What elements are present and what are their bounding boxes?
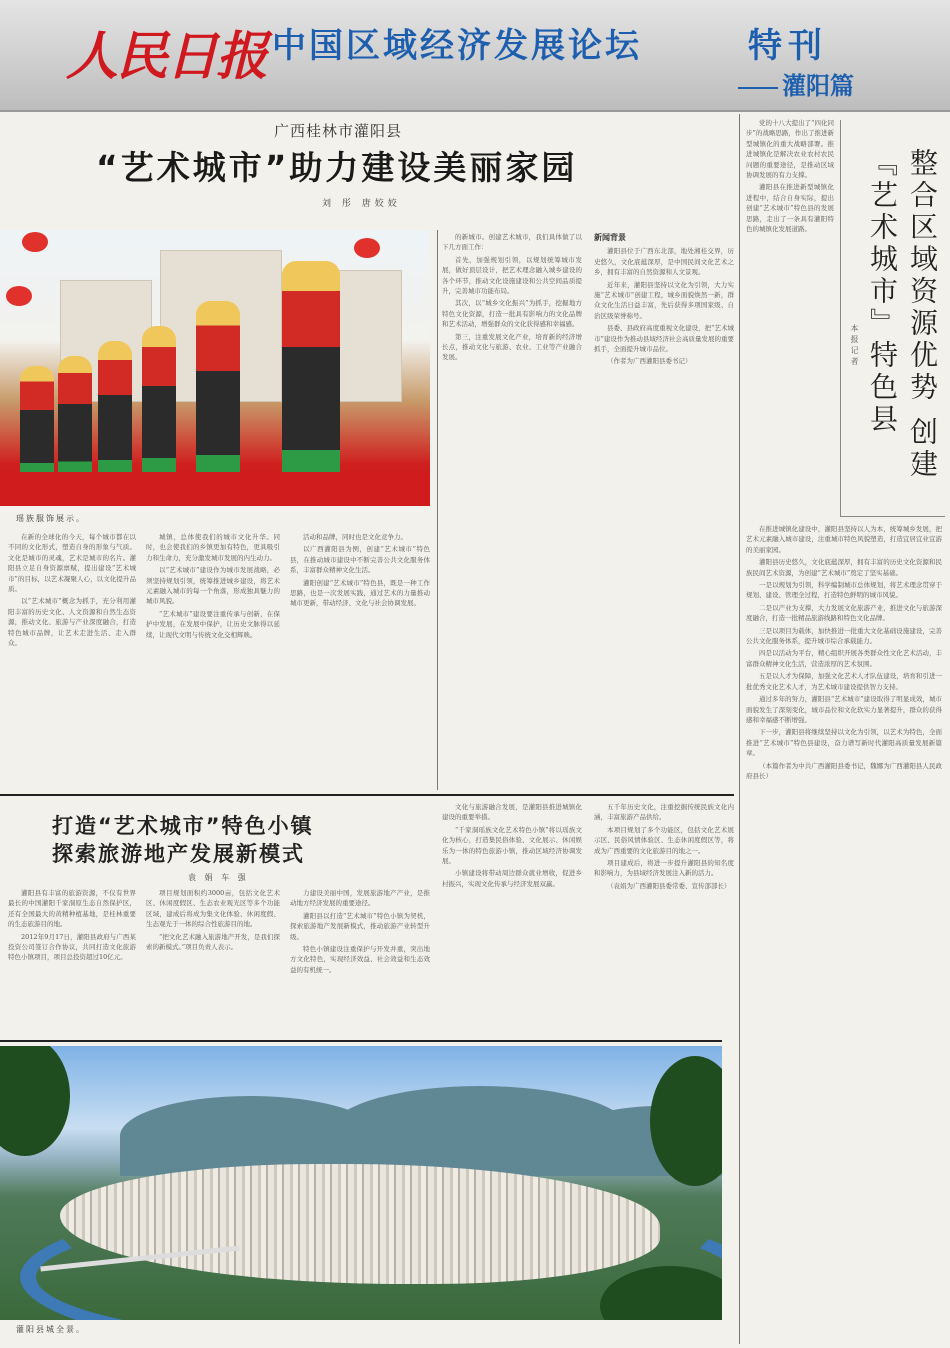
paragraph: 灌阳县历史悠久，文化底蕴深厚，拥有丰富的历史文化资源和民族民间艺术资源，为创建“艺术城市”奠定了坚实基础。 [746, 558, 942, 577]
lead-column-4 [442, 232, 582, 786]
lantern-icon [6, 286, 32, 306]
paragraph: 五千年历史文化，注重挖掘传统民族文化内涵，丰富旅游产品供给。 [594, 803, 734, 822]
paragraph: 文化与旅游融合发展，是灌阳县推进城镇化建设的重要举措。 [442, 803, 582, 822]
paragraph: 项目规划面积约3000亩，包括文化艺术区、休闲度假区、生态农业观光区等多个功能区域，建成后将成为集文化体验、休闲度假、生态观光于一体的综合性旅游目的地。 [146, 889, 280, 929]
paragraph: 以“艺术城市”建设作为城市发展战略，必须坚持规划引领，统筹推进城乡建设，将艺术元素融入城市的每一个角落，形成独具魅力的城市风貌。 [146, 566, 280, 606]
lead-column-3 [290, 532, 430, 786]
paragraph: 活动和品牌，同时也是文化竞争力。 [303, 533, 407, 541]
author-note: （本篇作者为中共广西灌阳县委书记，魏娜为广西灌阳县人民政府县长） [746, 761, 942, 780]
paragraph: 近年来，灌阳县坚持以文化为引领，大力实施“艺术城市”创建工程，城乡面貌焕然一新，群众文化生活日益丰富，先后获得多项国家级、自治区级荣誉称号。 [594, 280, 734, 320]
paragraph: 灌阳县有丰富的旅游资源，不仅有世界最长的中国灌阳千家洞原生态自然保护区，还有全国最大的黄精种植基地，是桂林重要的生态旅游目的地。 [8, 889, 136, 929]
lead-headline: “艺术城市”助力建设美丽家园 [96, 148, 578, 187]
side-long-column [746, 524, 942, 1342]
paragraph: 一是以规划为引领，科学编制城市总体规划，将艺术理念贯穿于规划、建设、管理全过程，打造特色鲜明的城市风貌。 [746, 581, 942, 600]
paragraph: 在新的全球化的今天，每个城市都在以不同的文化形式，塑造自身的形象与气质。文化是城市的灵魂，艺术是城市的名片。灌阳县立足自身资源禀赋，提出建设“艺术城市”的目标，以艺术凝聚人心，以文化提升品质。 [8, 533, 136, 594]
paragraph: 二是以产业为支撑，大力发展文化旅游产业，推进文化与旅游深度融合，打造一批精品旅游线路和特色文化品牌。 [746, 603, 942, 623]
photo-stage [0, 472, 430, 506]
lead-column-1 [8, 532, 136, 786]
second-column-2 [146, 888, 280, 1034]
news-background-heading: 新闻背景 [594, 232, 626, 242]
paragraph: “把文化艺术融入旅游地产开发，是我们探索的新模式。”项目负责人表示。 [146, 932, 280, 952]
dancer-figure [282, 261, 340, 476]
author-note: （袁娟为广西灌阳县委常委、宣传部部长） [607, 881, 731, 890]
author-note: （作者为广西灌阳县委书记） [607, 357, 692, 366]
second-column-3 [290, 888, 430, 1034]
paragraph: 县委、县政府高度重视文化建设，把“艺术城市”建设作为推动县域经济社会高质量发展的重要抓手，全面提升城市品位。 [594, 324, 734, 354]
paragraph: “千家洞瑶族文化艺术特色小镇”将以瑶族文化为核心，打造集民俗体验、文化展示、休闲娱乐为一体的特色旅游小镇，推动区域经济协调发展。 [442, 825, 582, 866]
lead-byline: 刘 彤 唐姣姣 [322, 199, 401, 209]
paragraph: 城镇，总体使我们的城市文化升华。同时，也会使我们的乡镇更加有特色，更具吸引力和生命力，充分激发城市发展的内生动力。 [146, 533, 280, 562]
lead-kicker: 广西桂林市灌阳县 [274, 122, 403, 140]
paragraph: “艺术城市”建设要注重传承与创新，在保护中发展，在发展中保护，让历史文脉得以延续，让现代文明与传统文化交相辉映。 [146, 609, 280, 639]
second-column-4 [442, 802, 582, 1034]
paragraph: 五是以人才为保障，加强文化艺术人才队伍建设，培育和引进一批优秀文化艺术人才，为艺术城市建设提供智力支持。 [746, 672, 942, 691]
forum-title: 中国区域经济发展论坛 [272, 26, 642, 66]
lantern-icon [22, 232, 48, 252]
paragraph: 灌阳创建“艺术城市”特色县，既是一种工作思路，也是一次发展实践，通过艺术的力量推动城市更新，带动经济、文化与社会协调发展。 [290, 578, 430, 608]
paragraph: 下一步，灌阳县将继续坚持以文化为引领，以艺术为特色，全面推进“艺术城市”特色县建设，奋力谱写新时代灌阳高质量发展新篇章。 [746, 728, 942, 758]
dancer-figure [20, 366, 54, 476]
lead-photo-caption: 瑶族服饰展示。 [16, 514, 86, 523]
lead-photo-dancers [0, 230, 430, 506]
column-divider [437, 230, 438, 790]
second-column-5 [594, 802, 734, 1034]
paragraph: 通过多年的努力，灌阳县“艺术城市”建设取得了明显成效，城市面貌发生了深刻变化，城市品位和文化软实力显著提升，群众的获得感和幸福感不断增强。 [746, 695, 942, 724]
dancer-figure [142, 326, 176, 476]
second-byline: 袁 娟 车 强 [188, 873, 249, 882]
paragraph: 项目建成后，将进一步提升灌阳县的知名度和影响力，为县域经济发展注入新的活力。 [594, 859, 734, 878]
side-article-byline: 本报记者 [850, 324, 859, 368]
lead-column-2 [146, 532, 280, 786]
edition-name: 灌阳篇 [738, 66, 854, 101]
section-divider [0, 1040, 722, 1042]
special-edition-label: 特刊 [748, 26, 828, 66]
newspaper-logo: 人民日报 [66, 26, 267, 87]
second-headline-line-1: 打造“艺术城市”特色小镇 [52, 814, 314, 838]
paragraph: 的新城市。创建艺术城市，我们具体做了以下几方面工作： [442, 233, 582, 252]
dancer-figure [196, 301, 240, 476]
side-top-column [746, 118, 834, 518]
paragraph: 力建设美丽中国，发展旅游地产产业，是推动地方经济发展的重要途径。 [290, 889, 430, 908]
section-divider [0, 794, 734, 796]
town-panorama-photo [0, 1046, 722, 1320]
panorama-caption: 灌阳县城全景。 [16, 1325, 86, 1334]
lead-column-5 [594, 232, 734, 786]
paragraph: 以“艺术城市”概念为抓手，充分利用灌阳丰富的历史文化、人文资源和自然生态资源，推动文化、旅游与产业深度融合，打造特色城市品牌，让艺术走进生活、走入群众。 [8, 597, 136, 648]
paragraph: 其次，以“城乡文化振兴”为抓手，挖掘地方特色文化资源，打造一批具有影响力的文化品牌和艺术活动，增强群众的文化获得感和幸福感。 [442, 299, 582, 329]
paragraph: 党的十八大提出了“四化同步”的战略思路，作出了推进新型城镇化的重大战略部署。推进城镇化是解决农业农村农民问题的重要途径，是推动区域协调发展的有力支撑。 [746, 119, 834, 180]
paragraph: 以广西灌阳县为例，创建“艺术城市”特色县，在推动城市建设中不断完善公共文化服务体系，丰富群众精神文化生活。 [290, 545, 430, 575]
side-article-headline: 整合区域资源优势 创建『艺术城市』特色县 [866, 148, 939, 481]
paragraph: 2012年9月17日，灌阳县政府与广西某投资公司签订合作协议，共同打造文化旅游特色小镇项目，项目总投资超过10亿元。 [8, 932, 136, 962]
masthead [0, 0, 950, 112]
paragraph: 本项目规划了多个功能区，包括文化艺术展示区、民俗风情体验区、生态休闲度假区等，将成为广西重要的文化旅游目的地之一。 [594, 825, 734, 855]
photo-tree [0, 1046, 70, 1156]
column-divider [739, 114, 740, 1344]
paragraph: 首先，加强规划引领，以规划统筹城市发展，做好顶层设计，把艺术理念融入城乡建设的各个环节，推动文化设施建设和公共空间品质提升，完善城市功能布局。 [442, 255, 582, 296]
paragraph: 灌阳县位于广西东北部，地处湘桂交界，历史悠久，文化底蕴深厚，是中国民间文化艺术之乡，拥有丰富的自然资源和人文景观。 [594, 247, 734, 277]
paragraph: 三是以项目为载体，加快推进一批重大文化基础设施建设，完善公共文化服务体系，提升城市综合承载能力。 [746, 626, 942, 646]
paragraph: 第三，注重发展文化产业，培育新的经济增长点，推动文化与旅游、农业、工业等产业融合发展。 [442, 332, 582, 362]
paragraph: 灌阳县以打造“艺术城市”特色小镇为契机，探索旅游地产发展新模式，推动旅游产业转型升级。 [290, 911, 430, 941]
dancer-figure [98, 341, 132, 476]
paragraph: 在推进城镇化建设中，灌阳县坚持以人为本，统筹城乡发展，把艺术元素融入城市建设，注重城市特色风貌塑造，打造宜居宜业宜游的美丽家园。 [746, 525, 942, 554]
second-headline [52, 812, 314, 868]
paragraph: 四是以活动为平台，精心组织开展各类群众性文化艺术活动，丰富群众精神文化生活，营造浓厚的艺术氛围。 [746, 649, 942, 668]
paragraph: 小镇建设将带动周边群众就业增收，促进乡村振兴，实现文化传承与经济发展双赢。 [442, 869, 582, 888]
paragraph: 灌阳县在推进新型城镇化进程中，结合自身实际，提出创建“艺术城市”特色县的发展思路，走出了一条具有灌阳特色的城镇化发展道路。 [746, 183, 834, 234]
dancer-figure [58, 356, 92, 476]
paragraph: 特色小镇建设注重保护与开发并重，突出地方文化特色，实现经济效益、社会效益和生态效益的有机统一。 [290, 945, 430, 974]
second-column-1 [8, 888, 136, 1034]
second-headline-line-2: 探索旅游地产发展新模式 [52, 842, 305, 866]
lantern-icon [354, 238, 380, 258]
